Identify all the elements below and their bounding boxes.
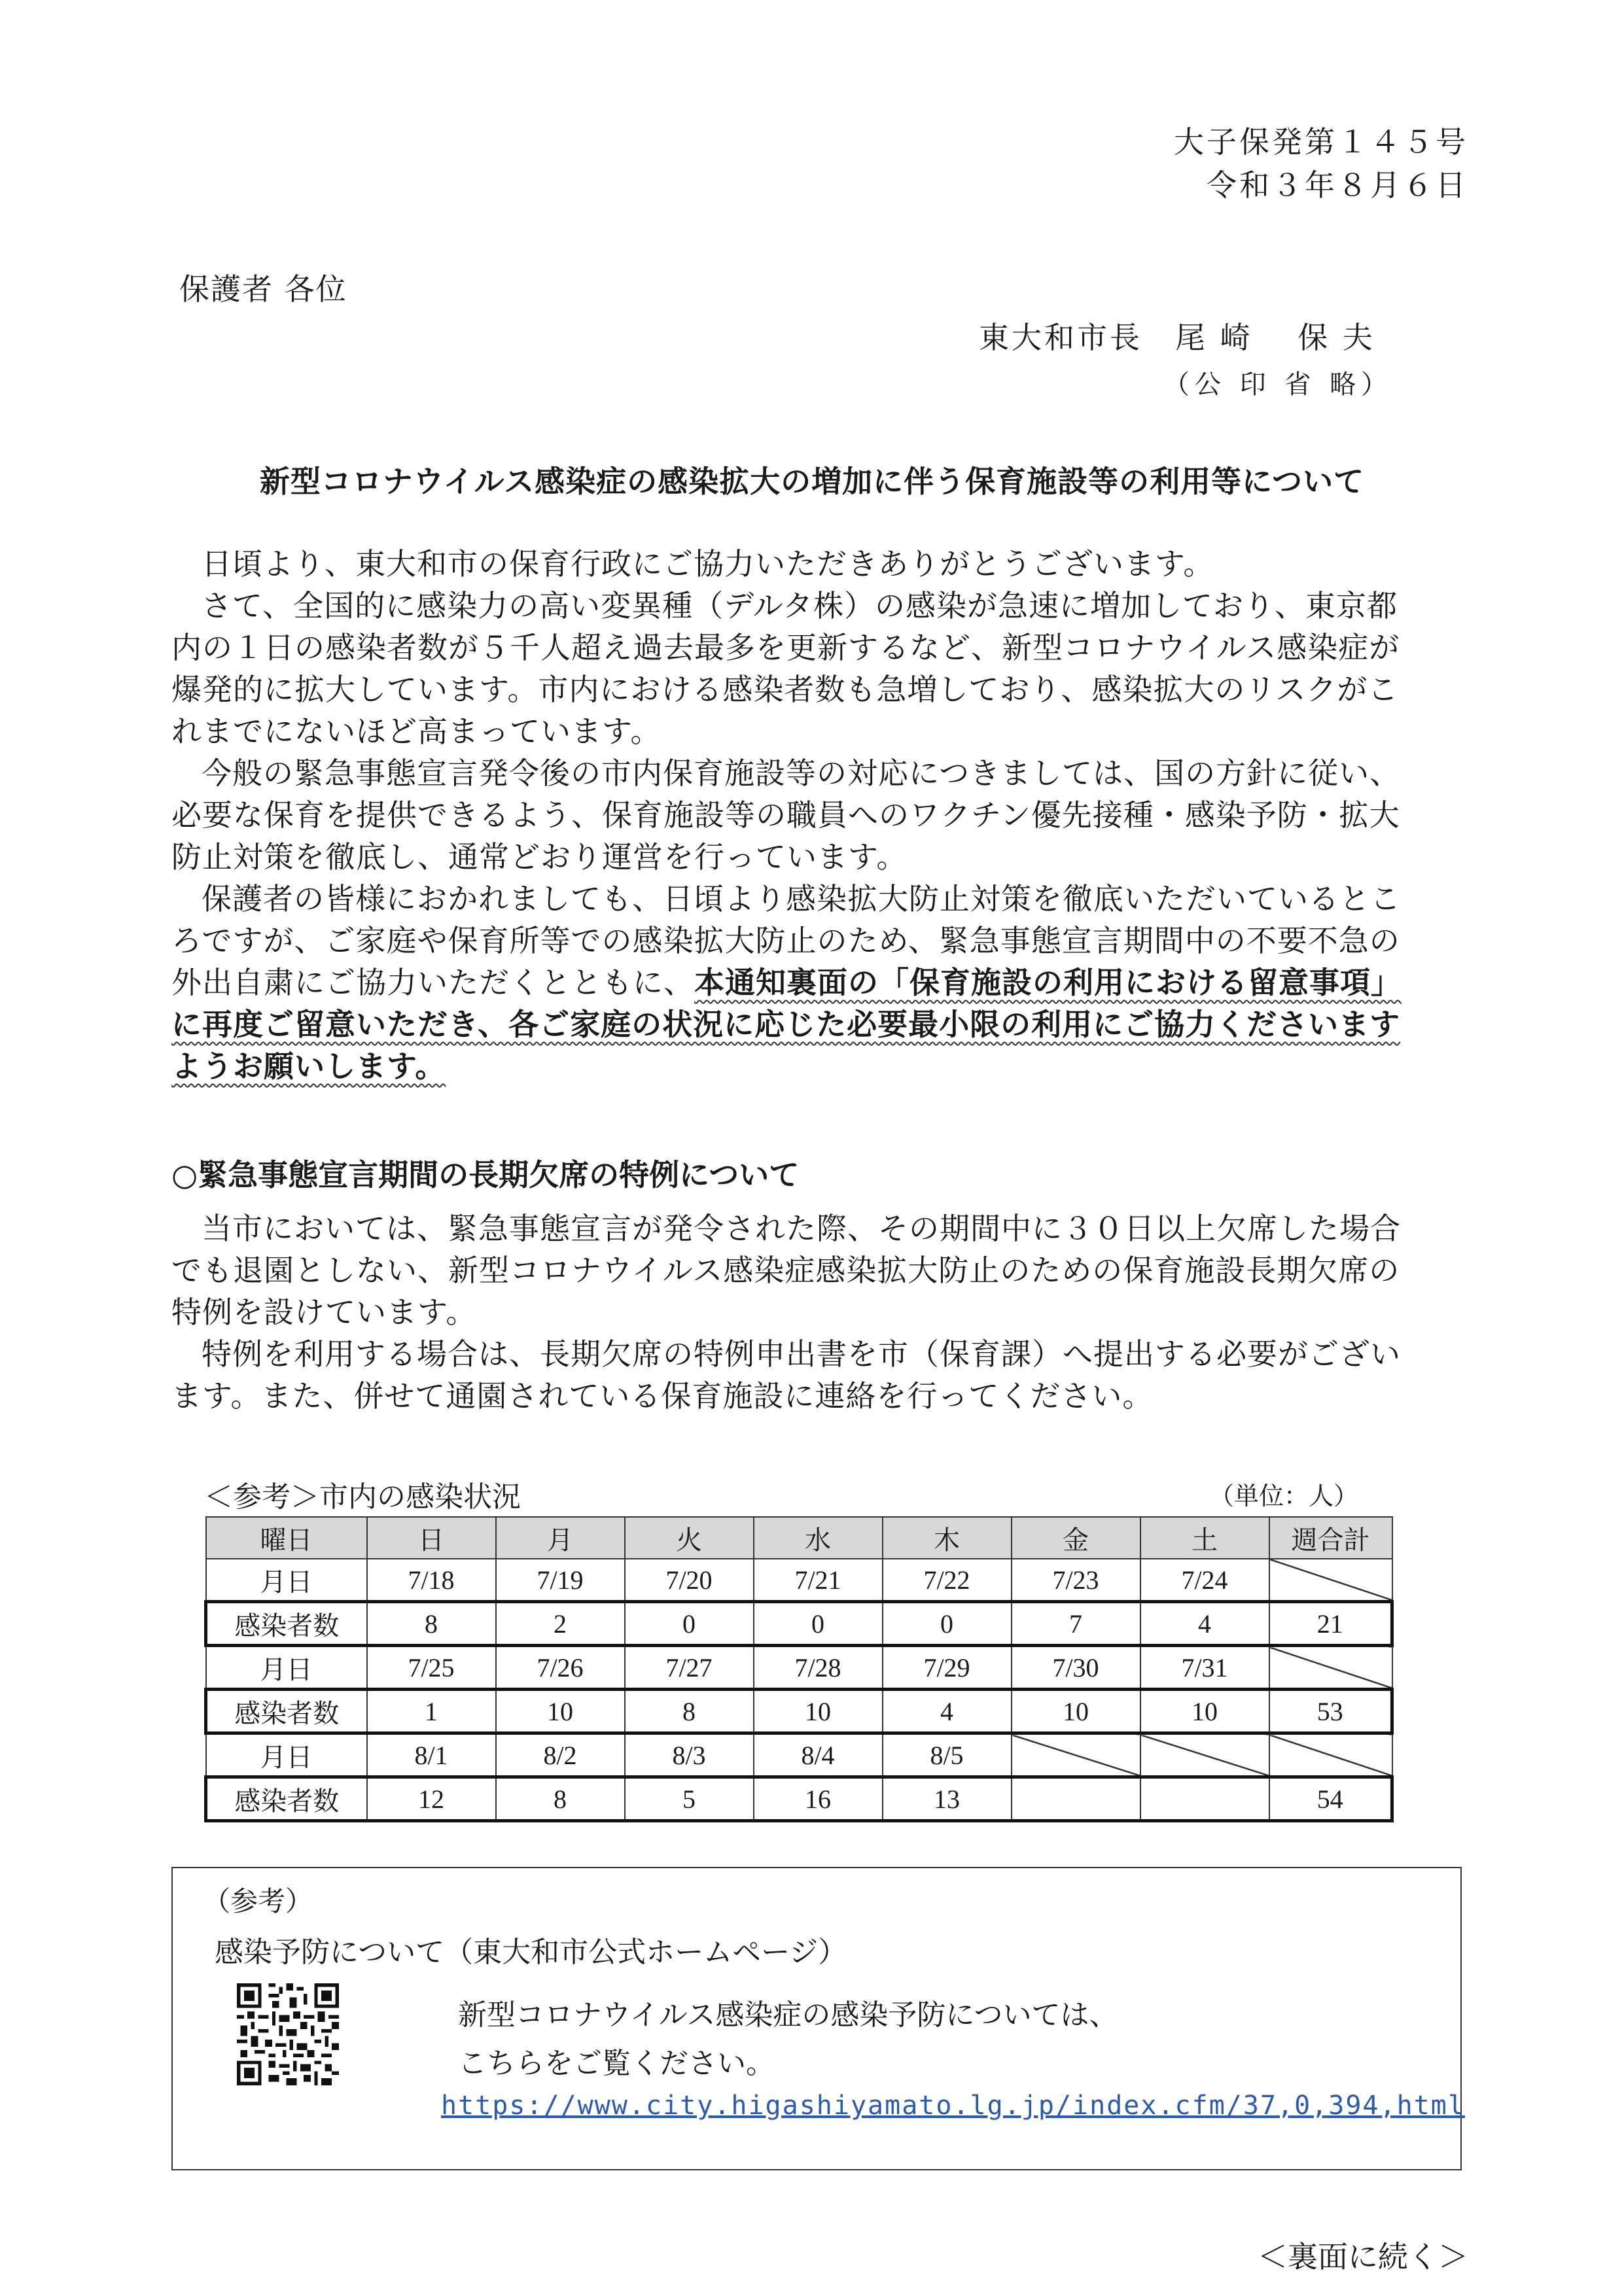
sender-name: 東大和市長 尾 崎 保 夫 (979, 320, 1375, 355)
continued-on-back-note: ＜裏面に続く＞ (1258, 2239, 1468, 2274)
date-cell: 7/23 (1012, 1559, 1140, 1602)
section-line: ます。また、併せて通園されている保育施設に連絡を行ってください。 (171, 1378, 1154, 1414)
weekly-total-cell: 53 (1269, 1690, 1392, 1733)
body-line: 保護者の皆様におかれましても、日頃より感染拡大防止対策を徹底いただいているとこ (202, 881, 1401, 916)
table-header-cell: 土 (1140, 1517, 1269, 1559)
weekly-total-cell: 21 (1269, 1602, 1392, 1646)
date-cell: 7/25 (367, 1646, 496, 1690)
table-header-row (206, 1517, 1392, 1559)
row-label: 感染者数 (206, 1690, 367, 1733)
body-line (171, 962, 1467, 1003)
empty-cell (1140, 1733, 1269, 1777)
body-line: 必要な保育を提供できるよう、保育施設等の職員へのワクチン優先接種・感染予防・拡大 (171, 797, 1400, 833)
table-header-cell: 水 (754, 1517, 883, 1559)
date-cell: 7/27 (625, 1646, 754, 1690)
row-label: 月日 (206, 1733, 367, 1777)
count-cell: 8 (367, 1602, 496, 1646)
body-line: さて、全国的に感染力の高い変異種（デルタ株）の感染が急速に増加しており、東京都 (202, 588, 1398, 623)
document-number: 大子保発第１４５号 (1174, 124, 1468, 160)
body-line: 内の１日の感染者数が５千人超え過去最多を更新するなど、新型コロナウイルス感染症が (171, 630, 1400, 665)
reference-line: 新型コロナウイルス感染症の感染予防については、 (458, 1998, 1118, 2032)
document-title: 新型コロナウイルス感染症の感染拡大の増加に伴う保育施設等の利用等について (259, 464, 1365, 499)
count-cell: 10 (1012, 1690, 1140, 1733)
date-row (206, 1733, 1392, 1777)
date-cell: 7/30 (1012, 1646, 1140, 1690)
date-cell: 7/29 (883, 1646, 1012, 1690)
reference-url-link[interactable]: https://www.city.higashiyamato.lg.jp/index.cfm/37,0,394,html (441, 2091, 1465, 2121)
date-cell: 7/18 (367, 1559, 496, 1602)
date-cell: 7/22 (883, 1559, 1012, 1602)
count-cell (1140, 1777, 1269, 1821)
date-cell: 7/26 (496, 1646, 625, 1690)
count-row (206, 1690, 1392, 1733)
body-line: 日頃より、東大和市の保育行政にご協力いただきありがとうございます。 (202, 546, 1214, 582)
count-cell: 13 (883, 1777, 1012, 1821)
table-header-cell: 日 (367, 1517, 496, 1559)
table-header-cell: 木 (883, 1517, 1012, 1559)
date-cell: 7/20 (625, 1559, 754, 1602)
emphasis-notice: ようお願いします。 (171, 1049, 446, 1084)
row-label: 感染者数 (206, 1777, 367, 1821)
addressee: 保護者 各位 (179, 271, 347, 307)
count-cell: 8 (625, 1690, 754, 1733)
body-segment: 外出自粛にご協力いただくとともに、 (171, 965, 694, 1000)
body-line: ろですが、ご家庭や保育所等での感染拡大防止のため、緊急事態宣言期間中の不要不急の (171, 923, 1400, 958)
count-cell: 0 (754, 1602, 883, 1646)
reference-label: （参考） (203, 1885, 313, 1917)
empty-cell (1269, 1559, 1392, 1602)
reference-box (171, 1867, 1465, 2170)
emphasis-notice: に再度ご留意いただき、各ご家庭の状況に応じた必要最小限の利用にご協力くださいます (171, 1007, 1401, 1042)
empty-cell (1269, 1646, 1392, 1690)
date-cell: 7/21 (754, 1559, 883, 1602)
table-caption: ＜参考＞市内の感染状況 (204, 1480, 521, 1514)
count-cell: 10 (1140, 1690, 1269, 1733)
count-cell: 5 (625, 1777, 754, 1821)
count-cell: 4 (1140, 1602, 1269, 1646)
table-header-cell: 曜日 (206, 1517, 367, 1559)
count-cell: 10 (496, 1690, 625, 1733)
date-row (206, 1646, 1392, 1690)
date-cell: 7/24 (1140, 1559, 1269, 1602)
table-unit: （単位：人） (1209, 1482, 1359, 1510)
section-text (171, 1208, 1467, 1417)
date-cell: 8/5 (883, 1733, 1012, 1777)
emphasis-notice: 本通知裏面の「保育施設の利用における留意事項」 (694, 965, 1402, 1000)
count-cell: 12 (367, 1777, 496, 1821)
seal-omitted-note: （公 印 省 略） (1163, 370, 1393, 400)
section-heading: ○緊急事態宣言期間の長期欠席の特例について (171, 1157, 800, 1192)
date-cell: 8/2 (496, 1733, 625, 1777)
count-cell: 10 (754, 1690, 883, 1733)
section-line: でも退園としない、新型コロナウイルス感染症感染拡大防止のための保育施設長期欠席の (171, 1253, 1400, 1288)
count-cell: 0 (625, 1602, 754, 1646)
section-line: 特例を利用する場合は、長期欠席の特例申出書を市（保育課）へ提出する必要がござい (202, 1336, 1401, 1372)
count-cell: 2 (496, 1602, 625, 1646)
row-label: 感染者数 (206, 1602, 367, 1646)
count-row (206, 1777, 1392, 1821)
count-cell: 16 (754, 1777, 883, 1821)
table-header-cell: 月 (496, 1517, 625, 1559)
empty-cell (1269, 1733, 1392, 1777)
date-row (206, 1559, 1392, 1602)
count-cell (1012, 1777, 1140, 1821)
date-cell: 8/4 (754, 1733, 883, 1777)
count-row (206, 1602, 1392, 1646)
row-label: 月日 (206, 1646, 367, 1690)
body-text (171, 543, 1467, 1087)
body-line: 防止対策を徹底し、通常どおり運営を行っています。 (171, 839, 908, 875)
infection-table (204, 1516, 1394, 1822)
section-line: 特例を設けています。 (171, 1295, 477, 1330)
date-cell: 8/1 (367, 1733, 496, 1777)
date-cell: 7/31 (1140, 1646, 1269, 1690)
row-label: 月日 (206, 1559, 367, 1602)
document-date: 令和３年８月６日 (1207, 167, 1468, 203)
table-header-cell: 週合計 (1269, 1517, 1392, 1559)
table-header-cell: 火 (625, 1517, 754, 1559)
body-line: 今般の緊急事態宣言発令後の市内保育施設等の対応につきましては、国の方針に従い、 (202, 756, 1401, 791)
count-cell: 7 (1012, 1602, 1140, 1646)
body-line: れまでにないほど高まっています。 (171, 714, 662, 749)
count-cell: 1 (367, 1690, 496, 1733)
date-cell: 8/3 (625, 1733, 754, 1777)
count-cell: 8 (496, 1777, 625, 1821)
section-line: 当市においては、緊急事態宣言が発令された際、その期間中に３０日以上欠席した場合 (202, 1211, 1401, 1246)
date-cell: 7/28 (754, 1646, 883, 1690)
count-cell: 4 (883, 1690, 1012, 1733)
table-header-cell: 金 (1012, 1517, 1140, 1559)
empty-cell (1012, 1733, 1140, 1777)
date-cell: 7/19 (496, 1559, 625, 1602)
weekly-total-cell: 54 (1269, 1777, 1392, 1821)
reference-heading: 感染予防について（東大和市公式ホームページ） (215, 1936, 847, 1969)
qr-code-icon[interactable] (237, 1983, 339, 2085)
count-cell: 0 (883, 1602, 1012, 1646)
body-line: 爆発的に拡大しています。市内における感染者数も急増しており、感染拡大のリスクがこ (171, 672, 1399, 707)
reference-line: こちらをご覧ください。 (458, 2047, 775, 2080)
